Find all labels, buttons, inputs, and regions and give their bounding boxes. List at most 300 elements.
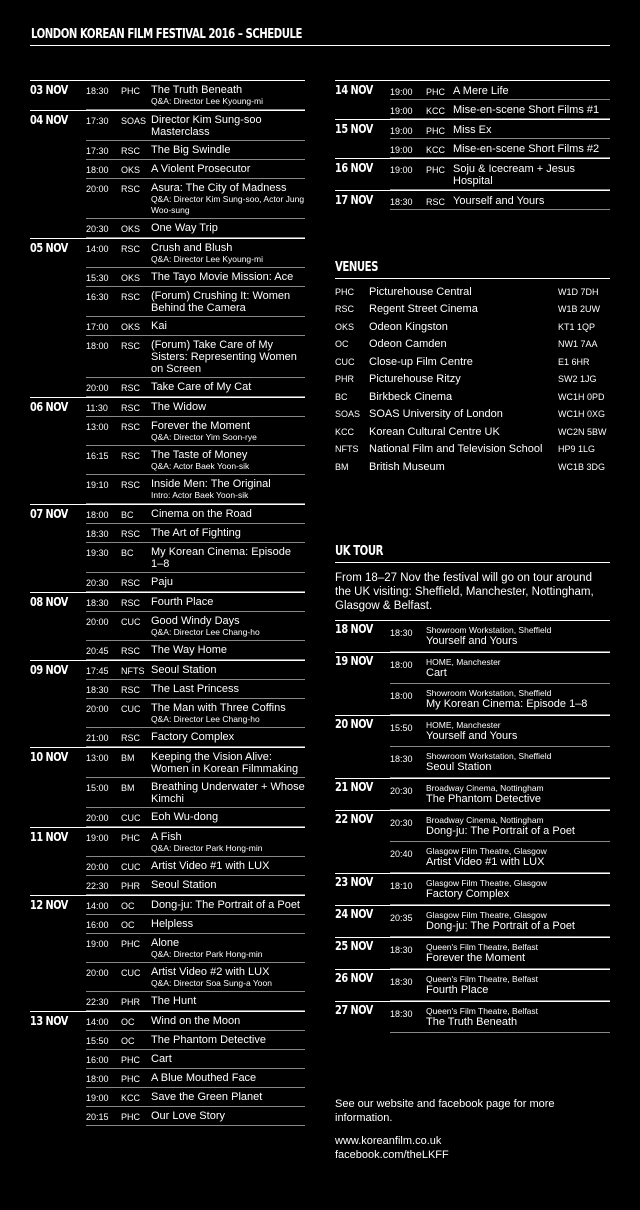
venue-postcode: W1B 2UW xyxy=(558,304,601,315)
screening-time: 20:40 xyxy=(390,849,413,859)
screening-time: 18:30 xyxy=(390,197,413,207)
film-title: The Taste of Money xyxy=(151,449,248,461)
venue-code: KCC xyxy=(121,1093,141,1103)
page-title: LONDON KOREAN FILM FESTIVAL 2016 – SCHEDULE xyxy=(31,27,302,42)
day-label: 14 NOV xyxy=(335,82,373,97)
venue-name: Birkbeck Cinema xyxy=(369,390,453,403)
venue-code: RSC xyxy=(121,341,141,351)
screening-row[interactable] xyxy=(86,505,305,524)
screening-info xyxy=(151,810,218,824)
screening-row[interactable] xyxy=(86,239,305,268)
schedule-day xyxy=(30,80,305,110)
day-label: 12 NOV xyxy=(30,897,68,912)
venue-code: RSC xyxy=(121,529,141,539)
film-title: A Blue Mouthed Face xyxy=(151,1072,257,1084)
screening-time: 15:50 xyxy=(390,723,413,733)
venue-code: RSC xyxy=(121,292,141,302)
venue-code: KCC xyxy=(426,145,446,155)
screening-row[interactable] xyxy=(86,81,305,110)
screening-row[interactable] xyxy=(86,179,305,219)
venue-code: SOAS xyxy=(121,116,147,126)
screening-info xyxy=(151,614,260,638)
screening-time: 17:30 xyxy=(86,146,109,156)
venue-row xyxy=(335,301,610,319)
film-title: (Forum) Crushing It: Women Behind the Camera xyxy=(151,290,291,314)
screening-row[interactable] xyxy=(86,661,305,680)
screening-time: 16:00 xyxy=(86,920,109,930)
tour-screening-row[interactable] xyxy=(390,653,610,684)
venue-row xyxy=(335,406,610,424)
venues-section xyxy=(335,258,610,476)
screening-row[interactable] xyxy=(86,1050,305,1069)
screening-info xyxy=(151,994,196,1008)
tour-screening-row[interactable] xyxy=(390,621,610,652)
screening-time: 19:00 xyxy=(390,87,413,97)
film-title: A Violent Prosecutor xyxy=(151,163,251,175)
venue-code: PHR xyxy=(335,374,355,385)
event-note: Q&A: Director Park Hong-min xyxy=(151,843,263,853)
film-title: Seoul Station xyxy=(151,664,217,676)
screening-info xyxy=(151,663,216,677)
film-title: Yourself and Yours xyxy=(426,635,518,647)
screening-row[interactable] xyxy=(86,317,305,336)
day-label: 04 NOV xyxy=(30,112,68,127)
venue-row xyxy=(335,318,610,336)
screening-time: 13:00 xyxy=(86,753,109,763)
venue-code: BC xyxy=(335,391,348,402)
venue-code: OKS xyxy=(121,322,141,332)
screening-info xyxy=(151,575,173,589)
film-title: Forever the Moment xyxy=(426,952,526,964)
venue-postcode: W1D 7DH xyxy=(558,286,599,297)
film-title: Cinema on the Road xyxy=(151,508,252,520)
screening-row[interactable] xyxy=(86,287,305,317)
day-label: 20 NOV xyxy=(335,716,373,731)
venue-code: RSC xyxy=(121,422,141,432)
venue-row xyxy=(335,423,610,441)
film-title: The Tayo Movie Mission: Ace xyxy=(151,271,294,283)
venue-code: PHC xyxy=(426,126,446,136)
screening-time: 18:30 xyxy=(86,529,109,539)
screening-row[interactable] xyxy=(86,593,305,612)
tour-day xyxy=(335,620,610,652)
venue-code: RSC xyxy=(121,480,141,490)
tour-info xyxy=(426,878,547,902)
venue-postcode: E1 6HR xyxy=(558,356,590,367)
film-title: Dong-ju: The Portrait of a Poet xyxy=(426,920,575,932)
screening-time: 14:00 xyxy=(86,244,109,254)
screening-time: 18:00 xyxy=(390,660,413,670)
screening-time: 20:00 xyxy=(86,704,109,714)
tour-location: Showroom Workstation, Sheffield xyxy=(426,625,552,635)
venue-code: CUC xyxy=(335,356,355,367)
screening-time: 11:30 xyxy=(86,403,108,413)
film-title: The Way Home xyxy=(151,644,228,656)
venue-code: BM xyxy=(335,461,349,472)
day-label: 25 NOV xyxy=(335,938,373,953)
screening-time: 20:00 xyxy=(86,813,109,823)
screening-time: 19:00 xyxy=(390,165,413,175)
facebook-link[interactable]: facebook.com/theLKFF xyxy=(335,1149,449,1161)
schedule-day xyxy=(30,238,305,397)
screening-row[interactable] xyxy=(86,915,305,934)
screening-row[interactable] xyxy=(86,398,305,417)
venue-code: CUC xyxy=(121,862,141,872)
screening-row[interactable] xyxy=(86,141,305,160)
screening-info xyxy=(151,750,305,775)
screening-row[interactable] xyxy=(86,896,305,915)
tour-info xyxy=(426,688,587,712)
tour-screening-row[interactable] xyxy=(390,716,610,747)
screening-time: 18:10 xyxy=(390,881,413,891)
screening-row[interactable] xyxy=(86,857,305,876)
tour-info xyxy=(426,846,547,870)
film-title: Take Care of My Cat xyxy=(151,381,252,393)
uk-tour-section xyxy=(335,542,610,1033)
venue-name: Close-up Film Centre xyxy=(369,355,473,368)
tour-info xyxy=(426,1006,538,1030)
venue-code: NFTS xyxy=(121,666,145,676)
screening-info xyxy=(151,1109,225,1123)
tour-day xyxy=(335,715,610,778)
venue-code: RSC xyxy=(426,197,446,207)
film-title: Eoh Wu-dong xyxy=(151,811,219,823)
film-title: Dong-ju: The Portrait of a Poet xyxy=(426,825,575,837)
venue-code: KCC xyxy=(426,106,446,116)
venue-postcode: WC1H 0XG xyxy=(558,409,606,420)
venue-code: OKS xyxy=(121,224,141,234)
tour-day xyxy=(335,810,610,873)
day-label: 06 NOV xyxy=(30,399,68,414)
venue-code: CUC xyxy=(121,813,141,823)
screening-time: 19:00 xyxy=(390,145,413,155)
tour-screening-row[interactable] xyxy=(390,811,610,842)
screening-info xyxy=(453,123,492,136)
screening-row[interactable] xyxy=(86,219,305,238)
screening-info xyxy=(151,526,241,540)
screening-row[interactable] xyxy=(86,778,305,808)
tour-screening-row[interactable] xyxy=(390,874,610,905)
screening-time: 20:30 xyxy=(390,818,413,828)
film-title: Alone xyxy=(151,937,180,949)
day-label: 05 NOV xyxy=(30,240,68,255)
screening-info xyxy=(151,878,216,892)
screening-time: 20:45 xyxy=(86,646,109,656)
screening-info xyxy=(151,400,206,414)
screening-time: 18:00 xyxy=(86,165,109,175)
film-title: The Big Swindle xyxy=(151,144,231,156)
venue-name: National Film and Television School xyxy=(369,443,543,456)
screening-info xyxy=(151,1090,262,1104)
schedule-day xyxy=(30,1011,305,1126)
event-note: Intro: Actor Baek Yoon-sik xyxy=(151,490,249,500)
screening-row[interactable] xyxy=(86,417,305,446)
screening-info xyxy=(151,936,262,960)
screening-info xyxy=(151,643,227,657)
screening-row[interactable] xyxy=(86,475,305,504)
venue-row xyxy=(335,336,610,354)
film-title: The Art of Fighting xyxy=(151,527,241,539)
screening-time: 13:00 xyxy=(86,422,109,432)
venue-postcode: WC1B 3DG xyxy=(558,461,606,472)
screening-info xyxy=(151,1071,256,1085)
screening-time: 18:30 xyxy=(390,1009,413,1019)
screening-row[interactable] xyxy=(86,828,305,857)
tour-screening-row[interactable] xyxy=(390,938,610,969)
screening-info xyxy=(151,181,305,216)
day-label: 26 NOV xyxy=(335,970,373,985)
screening-row[interactable] xyxy=(86,111,305,141)
london-schedule-left xyxy=(30,80,305,1126)
screening-time: 18:30 xyxy=(390,754,413,764)
screening-row[interactable] xyxy=(86,934,305,963)
website-link[interactable]: www.koreanfilm.co.uk xyxy=(335,1135,442,1147)
screening-row[interactable] xyxy=(86,748,305,778)
screening-time: 18:30 xyxy=(86,86,109,96)
uk-tour-divider xyxy=(335,562,610,563)
screening-row[interactable] xyxy=(390,120,610,139)
screening-time: 20:00 xyxy=(86,184,109,194)
screening-row[interactable] xyxy=(86,963,305,992)
screening-row[interactable] xyxy=(86,268,305,287)
day-label: 19 NOV xyxy=(335,653,373,668)
day-label: 23 NOV xyxy=(335,874,373,889)
film-title: Inside Men: The Original xyxy=(151,478,271,490)
screening-time: 17:00 xyxy=(86,322,109,332)
film-title: Factory Complex xyxy=(426,888,510,900)
venue-code: OC xyxy=(121,920,135,930)
screening-time: 19:00 xyxy=(390,126,413,136)
screening-info xyxy=(151,241,263,265)
screening-info xyxy=(151,380,251,394)
venue-postcode: WC1H 0PD xyxy=(558,391,605,402)
venue-code: CUC xyxy=(121,968,141,978)
tour-info xyxy=(426,815,575,839)
film-title: Artist Video #1 with LUX xyxy=(426,856,545,868)
film-title: (Forum) Take Care of My Sisters: Representing Women on Screen xyxy=(151,339,297,375)
film-title: Paju xyxy=(151,576,174,588)
schedule-day xyxy=(30,827,305,895)
screening-time: 22:30 xyxy=(86,881,109,891)
venue-postcode: NW1 7AA xyxy=(558,339,598,350)
film-title: Seoul Station xyxy=(151,879,217,891)
screening-time: 15:30 xyxy=(86,273,109,283)
screening-time: 18:00 xyxy=(86,1074,109,1084)
film-title: Fourth Place xyxy=(426,984,489,996)
screening-info xyxy=(151,162,250,176)
schedule-day xyxy=(30,592,305,660)
venue-code: OC xyxy=(121,901,135,911)
screening-row[interactable] xyxy=(86,876,305,895)
screening-time: 18:00 xyxy=(86,341,109,351)
screening-row[interactable] xyxy=(86,641,305,660)
screening-time: 20:30 xyxy=(86,224,109,234)
screening-info xyxy=(151,289,305,314)
screening-time: 18:30 xyxy=(390,628,413,638)
screening-info xyxy=(151,780,305,805)
screening-time: 20:35 xyxy=(390,913,413,923)
screening-row[interactable] xyxy=(86,728,305,747)
tour-info xyxy=(426,974,538,998)
event-note: Q&A: Director Lee Kyoung-mi xyxy=(151,96,263,106)
film-title: Director Kim Sung-soo Masterclass xyxy=(151,114,262,138)
venue-code: RSC xyxy=(335,304,355,315)
film-title: Asura: The City of Madness xyxy=(151,182,287,194)
screening-info xyxy=(151,830,262,854)
screening-time: 18:30 xyxy=(390,945,413,955)
tour-info xyxy=(426,910,575,934)
film-title: Seoul Station xyxy=(426,761,492,773)
venue-code: PHC xyxy=(121,1074,141,1084)
tour-location: HOME, Manchester xyxy=(426,657,501,667)
screening-row[interactable] xyxy=(86,1031,305,1050)
tour-location: Queen's Film Theatre, Belfast xyxy=(426,942,539,952)
screening-row[interactable] xyxy=(86,1069,305,1088)
screening-row[interactable] xyxy=(390,191,610,210)
venue-row xyxy=(335,388,610,406)
screening-time: 16:15 xyxy=(86,451,109,461)
screening-row[interactable] xyxy=(86,680,305,699)
tour-screening-row[interactable] xyxy=(390,747,610,778)
venue-code: OC xyxy=(121,1036,135,1046)
tour-screening-row[interactable] xyxy=(390,842,610,873)
screening-row[interactable] xyxy=(86,573,305,592)
tour-screening-row[interactable] xyxy=(390,684,610,715)
screening-time: 20:00 xyxy=(86,862,109,872)
film-title: One Way Trip xyxy=(151,222,218,234)
screening-time: 20:00 xyxy=(86,617,109,627)
screening-row[interactable] xyxy=(86,1088,305,1107)
film-title: Artist Video #2 with LUX xyxy=(151,966,270,978)
screening-info xyxy=(151,221,218,235)
screening-row[interactable] xyxy=(86,992,305,1011)
tour-screening-row[interactable] xyxy=(390,779,610,810)
tour-info xyxy=(426,751,551,775)
screening-time: 21:00 xyxy=(86,733,109,743)
screening-row[interactable] xyxy=(86,808,305,827)
event-note: Q&A: Director Lee Chang-ho xyxy=(151,714,260,724)
screening-row[interactable] xyxy=(390,159,610,190)
tour-info xyxy=(426,783,544,807)
venue-list xyxy=(335,283,610,476)
day-label: 09 NOV xyxy=(30,662,68,677)
day-label: 16 NOV xyxy=(335,160,373,175)
tour-location: Queen's Film Theatre, Belfast xyxy=(426,974,539,984)
day-label: 13 NOV xyxy=(30,1013,68,1028)
screening-info xyxy=(151,83,263,107)
tour-screening-row[interactable] xyxy=(390,1002,610,1033)
screening-info xyxy=(151,682,239,696)
screening-info xyxy=(151,965,272,989)
screening-time: 19:10 xyxy=(86,480,109,490)
tour-screening-row[interactable] xyxy=(390,906,610,937)
event-note: Q&A: Director Kim Sung-soo, Actor Jung Woo-sung xyxy=(151,194,305,215)
film-title: My Korean Cinema: Episode 1–8 xyxy=(151,546,292,570)
screening-info xyxy=(151,730,234,744)
venue-code: BC xyxy=(121,548,134,558)
schedule-day xyxy=(30,747,305,827)
venue-name: British Museum xyxy=(369,460,445,473)
venue-code: RSC xyxy=(121,184,141,194)
screening-info xyxy=(151,859,269,873)
day-label: 10 NOV xyxy=(30,749,68,764)
screening-time: 20:00 xyxy=(86,968,109,978)
venue-code: RSC xyxy=(121,383,141,393)
screening-time: 15:50 xyxy=(86,1036,109,1046)
screening-info xyxy=(453,194,544,207)
tour-info xyxy=(426,720,517,744)
film-title: Mise-en-scene Short Films #2 xyxy=(453,143,600,155)
tour-location: HOME, Manchester xyxy=(426,720,501,730)
screening-info xyxy=(151,319,167,333)
screening-time: 14:00 xyxy=(86,901,109,911)
screening-row[interactable] xyxy=(390,139,610,158)
film-title: Wind on the Moon xyxy=(151,1015,241,1027)
schedule-day xyxy=(30,504,305,592)
venue-code: OKS xyxy=(121,165,141,175)
venue-name: Regent Street Cinema xyxy=(369,303,478,316)
screening-row[interactable] xyxy=(86,1107,305,1126)
screening-time: 19:00 xyxy=(86,939,109,949)
tour-screening-row[interactable] xyxy=(390,970,610,1001)
film-title: The Last Princess xyxy=(151,683,240,695)
screening-row[interactable] xyxy=(86,543,305,573)
film-title: Cart xyxy=(426,667,447,679)
london-schedule-right xyxy=(335,80,610,210)
screening-row[interactable] xyxy=(86,378,305,397)
screening-row[interactable] xyxy=(390,81,610,100)
screening-time: 15:00 xyxy=(86,783,109,793)
tour-day xyxy=(335,778,610,810)
screening-row[interactable] xyxy=(86,160,305,179)
screening-info xyxy=(151,113,305,138)
film-title: The Truth Beneath xyxy=(426,1016,518,1028)
film-title: Save the Green Planet xyxy=(151,1091,263,1103)
screening-time: 20:00 xyxy=(86,383,109,393)
screening-info xyxy=(151,338,305,375)
schedule-day xyxy=(30,397,305,504)
tour-location: Broadway Cinema, Nottingham xyxy=(426,815,544,825)
schedule-day xyxy=(30,895,305,1011)
day-label: 21 NOV xyxy=(335,779,373,794)
venues-heading: VENUES xyxy=(335,260,378,275)
day-label: 27 NOV xyxy=(335,1002,373,1017)
screening-time: 17:30 xyxy=(86,116,109,126)
event-note: Q&A: Actor Baek Yoon-sik xyxy=(151,461,250,471)
venue-code: RSC xyxy=(121,451,141,461)
venue-code: CUC xyxy=(121,617,141,627)
screening-info xyxy=(453,142,599,155)
film-title: The Phantom Detective xyxy=(151,1034,266,1046)
venue-postcode: KT1 1QP xyxy=(558,321,596,332)
screening-row[interactable] xyxy=(86,612,305,641)
venue-code: RSC xyxy=(121,646,141,656)
screening-row[interactable] xyxy=(86,699,305,728)
venues-divider xyxy=(335,278,610,279)
schedule-day xyxy=(30,660,305,747)
venue-code: PHC xyxy=(335,286,355,297)
screening-info xyxy=(453,103,599,116)
venue-code: SOAS xyxy=(335,409,361,420)
screening-info xyxy=(151,270,293,284)
screening-row[interactable] xyxy=(86,336,305,378)
screening-row[interactable] xyxy=(390,100,610,119)
venue-code: PHC xyxy=(121,939,141,949)
venue-code: PHR xyxy=(121,997,141,1007)
screening-row[interactable] xyxy=(86,446,305,475)
screening-row[interactable] xyxy=(86,1012,305,1031)
screening-row[interactable] xyxy=(86,524,305,543)
